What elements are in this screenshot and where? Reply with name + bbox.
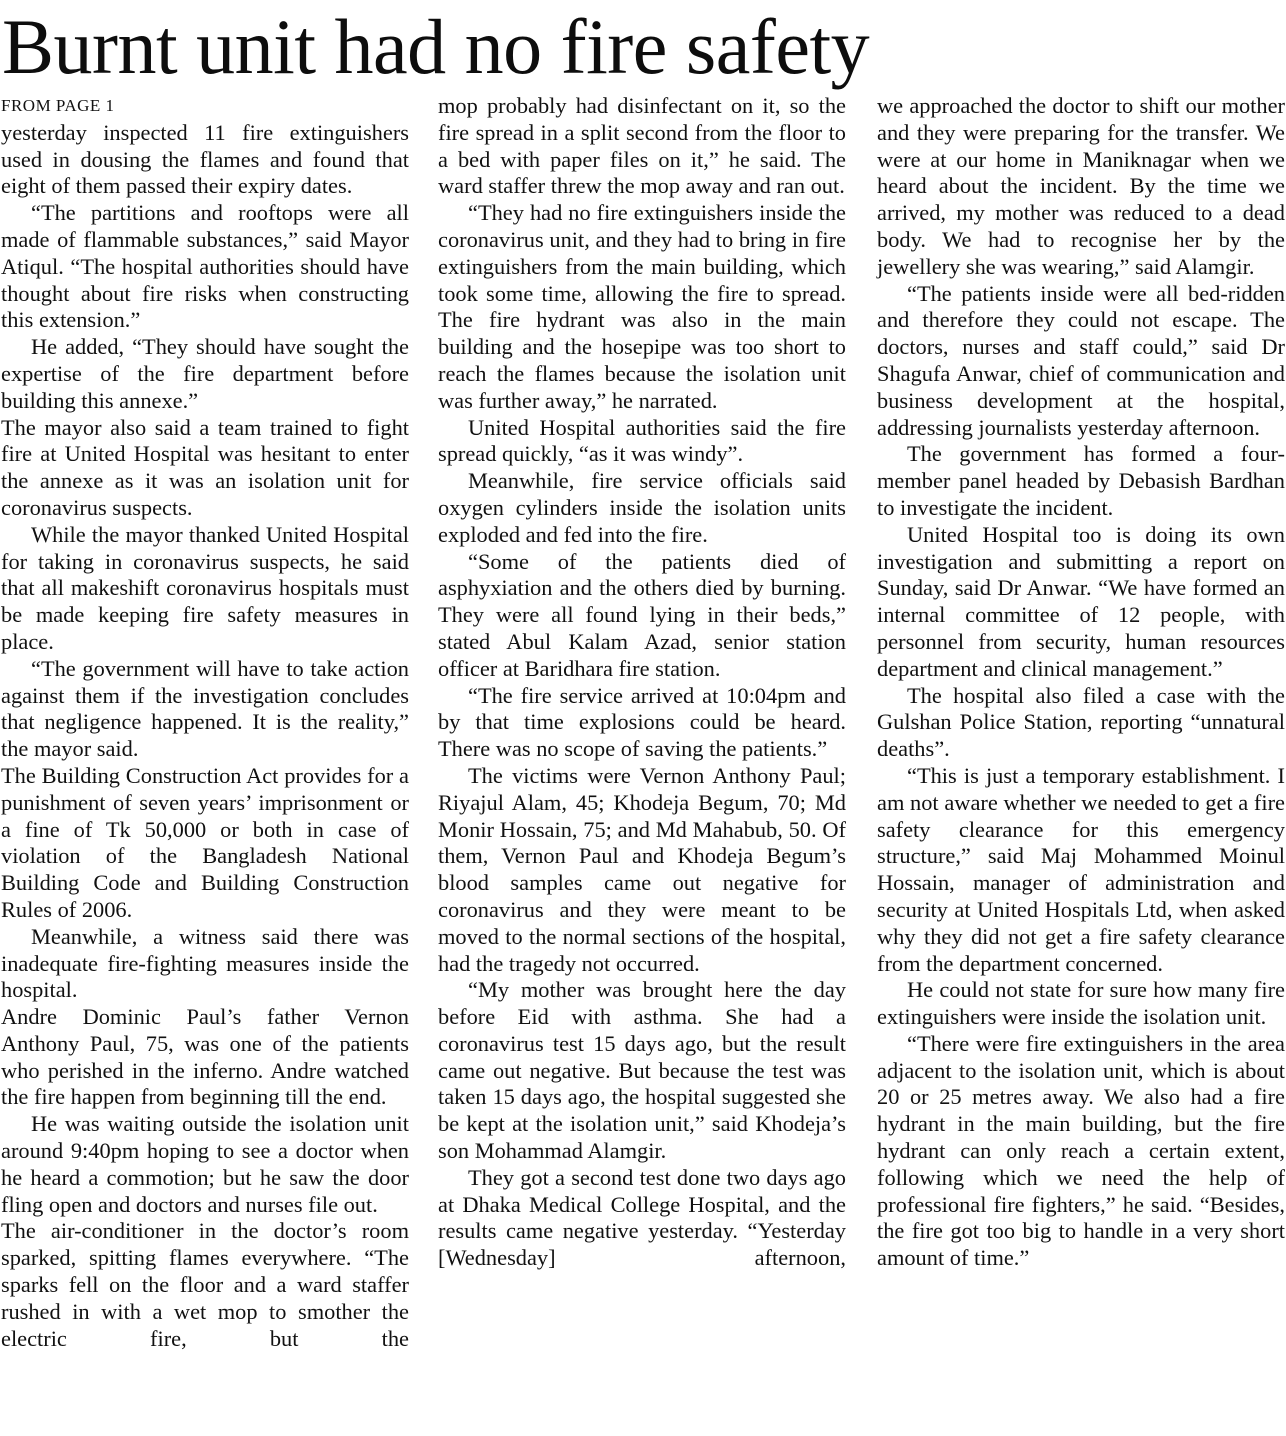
paragraph: Meanwhile, a witness said there was inadequate fire-fighting measures inside the hospital. bbox=[1, 923, 409, 1003]
paragraph: we approached the doctor to shift our mother and they were preparing for the transfer. We were at our home in Maniknagar when we heard about the incident. By the time we arrived, my mother was reduced to a dead body. We had to recognise her by the jewellery she was wearing,” said Alamgir. bbox=[877, 93, 1285, 279]
paragraph: He added, “They should have sought the expertise of the fire department before building this annexe.” bbox=[1, 334, 409, 413]
jump-label: FROM PAGE 1 bbox=[1, 96, 115, 115]
paragraph: Andre Dominic Paul’s father Vernon Anthony Paul, 75, was one of the patients who perished in the inferno. Andre watched the fire happen from beginning till the end. bbox=[1, 1004, 409, 1110]
paragraph: mop probably had disinfectant on it, so the fire spread in a split second from the floor to a bed with paper files on it,” he said. The ward staffer threw the mop away and ran out. bbox=[438, 93, 846, 199]
paragraph: “The patients inside were all bed-ridden and therefore they could not escape. The doctors, nurses and staff could,” said Dr Shagufa Anwar, chief of communication and business development at the hospital, addressing journalists yesterday afternoon. bbox=[877, 280, 1285, 440]
article-column-3 bbox=[877, 93, 1285, 1272]
paragraph: They got a second test done two days ago at Dhaka Medical College Hospital, and the results came negative yesterday. “Yesterday [Wednesday] afternoon, bbox=[438, 1164, 846, 1271]
paragraph: He could not state for sure how many fire extinguishers were inside the isolation unit. bbox=[877, 977, 1285, 1030]
paragraph: The government has formed a four-member panel headed by Debasish Bardhan to investigate the incident. bbox=[877, 441, 1285, 520]
paragraph: “The government will have to take action against them if the investigation concludes that negligence happened. It is the reality,” the mayor said. bbox=[1, 655, 409, 762]
paragraph: “They had no fire extinguishers inside the coronavirus unit, and they had to bring in fire extinguishers from the main building, which took some time, allowing the fire to spread. The fire hydrant was also in the main building and the hosepipe was too short to reach the flames because the isolation unit was further away,” he narrated. bbox=[438, 200, 846, 413]
paragraph: The victims were Vernon Anthony Paul; Riyajul Alam, 45; Khodeja Begum, 70; Md Monir Hossain, 75; and Md Mahabub, 50. Of them, Vernon Paul and Khodeja Begum’s blood samples came out negative for coronavirus and they were meant to be moved to the normal sections of the hospital, had the tragedy not occurred. bbox=[438, 762, 846, 976]
paragraph: “My mother was brought here the day before Eid with asthma. She had a coronavirus test 15 days ago, but the result came out negative. But because the test was taken 15 days ago, the hospital suggested she be kept at the isolation unit,” said Khodeja’s son Mohammad Alamgir. bbox=[438, 977, 846, 1164]
paragraph: “There were fire extinguishers in the area adjacent to the isolation unit, which is about 20 or 25 metres away. We also had a fire hydrant in the main building, but the fire hydrant can only reach a certain extent, following which we need the help of professional fire fighters,” he said. “Besides, the fire got too big to handle in a very short amount of time.” bbox=[877, 1030, 1285, 1271]
paragraph: United Hospital authorities said the fire spread quickly, “as it was windy”. bbox=[438, 414, 846, 467]
paragraph: The mayor also said a team trained to fight fire at United Hospital was hesitant to enter the annexe as it was an isolation unit for coronavirus suspects. bbox=[1, 414, 409, 520]
paragraph: “The fire service arrived at 10:04pm and by that time explosions could be heard. There was no scope of saving the patients.” bbox=[438, 682, 846, 762]
paragraph: Meanwhile, fire service officials said oxygen cylinders inside the isolation units exploded and fed into the fire. bbox=[438, 468, 846, 547]
paragraph: The hospital also filed a case with the Gulshan Police Station, reporting “unnatural deaths”. bbox=[877, 682, 1285, 762]
paragraph: While the mayor thanked United Hospital for taking in coronavirus suspects, he said that all makeshift coronavirus hospitals must be made keeping fire safety measures in place. bbox=[1, 521, 409, 654]
paragraph: He was waiting outside the isolation unit around 9:40pm hoping to see a doctor when he heard a commotion; but he saw the door fling open and doctors and nurses file out. bbox=[1, 1111, 409, 1217]
headline: Burnt unit had no fire safety bbox=[2, 3, 870, 90]
article-column-2 bbox=[438, 93, 846, 1272]
paragraph: “The partitions and rooftops were all made of flammable substances,” said Mayor Atiqul. “The hospital authorities should have thought about fire risks when constructing this extension.” bbox=[1, 200, 409, 333]
paragraph: The Building Construction Act provides for a punishment of seven years’ imprisonment or a fine of Tk 50,000 or both in case of violation of the Bangladesh National Building Code and Building Construction Rules of 2006. bbox=[1, 762, 409, 922]
paragraph: yesterday inspected 11 fire extinguishers used in dousing the flames and found that eight of them passed their expiry dates. bbox=[1, 119, 409, 199]
article-column-1 bbox=[1, 93, 409, 1352]
paragraph: The air-conditioner in the doctor’s room sparked, spitting flames everywhere. “The sparks fell on the floor and a ward staffer rushed in with a wet mop to smother the electric fire, but the bbox=[1, 1218, 409, 1351]
paragraph: “Some of the patients died of asphyxiation and the others died by burning. They were all found lying in their beds,” stated Abul Kalam Azad, senior station officer at Baridhara fire station. bbox=[438, 548, 846, 681]
paragraph: “This is just a temporary establishment. I am not aware whether we needed to get a fire safety clearance for this emergency structure,” said Maj Mohammed Moinul Hossain, manager of administration and security at United Hospitals Ltd, when asked why they did not get a fire safety clearance from the department concerned. bbox=[877, 762, 1285, 976]
paragraph: United Hospital too is doing its own investigation and submitting a report on Sunday, said Dr Anwar. “We have formed an internal committee of 12 people, with personnel from security, human resources department and clinical management.” bbox=[877, 521, 1285, 681]
